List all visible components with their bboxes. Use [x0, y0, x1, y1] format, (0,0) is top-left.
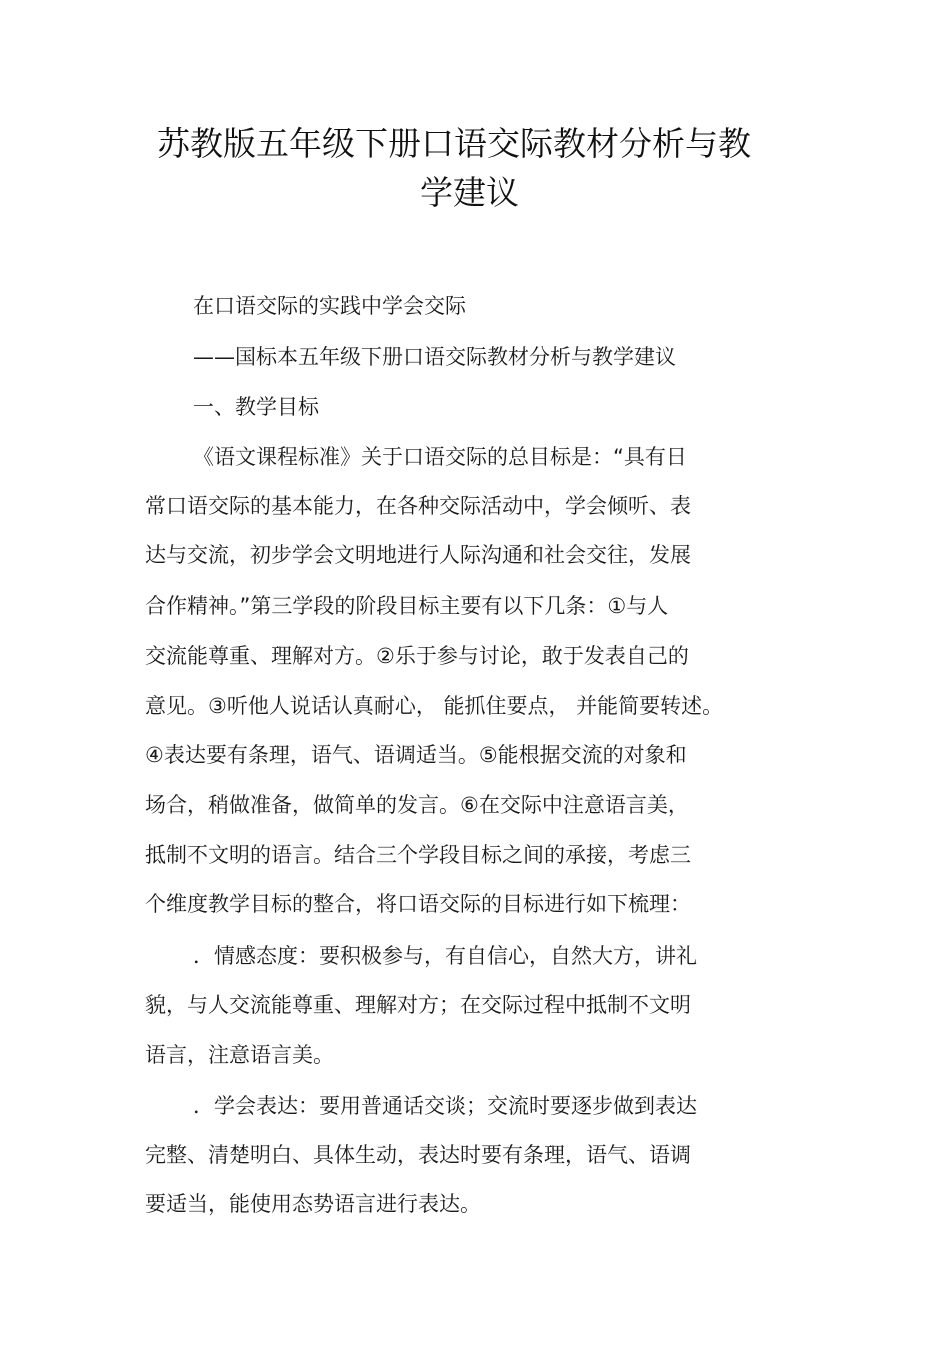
paragraph-line: 抵制不文明的语言。结合三个学段目标之间的承接，考虑三 — [145, 843, 691, 867]
paragraph-line: ．情感态度：要积极参与，有自信心，自然大方，讲礼 — [193, 944, 697, 968]
paragraph-line: 交流能尊重、理解对方。②乐于参与讨论，敢于发表自己的 — [145, 644, 689, 668]
document-title-line-1: 苏教版五年级下册口语交际教材分析与教 — [157, 124, 751, 163]
paragraph-line: 场合，稍做准备，做简单的发言。⑥在交际中注意语言美， — [145, 793, 689, 817]
paragraph-line: 个维度教学目标的整合，将口语交际的目标进行如下梳理： — [145, 892, 691, 916]
document-subtitle: 在口语交际的实践中学会交际 — [193, 294, 466, 318]
paragraph-line: ④表达要有条理，语气、语调适当。⑤能根据交流的对象和 — [145, 743, 687, 767]
paragraph-line: ．学会表达：要用普通话交谈；交流时要逐步做到表达 — [193, 1094, 697, 1118]
paragraph-line: 合作精神。”第三学段的阶段目标主要有以下几条：①与人 — [145, 594, 669, 618]
document-subheading: ——国标本五年级下册口语交际教材分析与教学建议 — [193, 345, 676, 369]
paragraph-line: 语言，注意语言美。 — [145, 1043, 334, 1067]
paragraph-line: 常口语交际的基本能力，在各种交际活动中，学会倾听、表 — [145, 494, 691, 518]
paragraph-line: 达与交流，初步学会文明地进行人际沟通和社会交往，发展 — [145, 543, 691, 567]
paragraph-line: 要适当，能使用态势语言进行表达。 — [145, 1192, 481, 1216]
section-heading: 一、教学目标 — [193, 395, 319, 419]
paragraph-line: 意见。③听他人说话认真耐心， 能抓住要点， 并能简要转述。 — [145, 694, 724, 718]
document-title-line-2: 学建议 — [420, 173, 519, 212]
paragraph-line: 《语文课程标准》关于口语交际的总目标是：“具有日 — [193, 445, 687, 469]
paragraph-line: 完整、清楚明白、具体生动，表达时要有条理，语气、语调 — [145, 1143, 691, 1167]
paragraph-line: 貌，与人交流能尊重、理解对方；在交际过程中抵制不文明 — [145, 993, 691, 1017]
